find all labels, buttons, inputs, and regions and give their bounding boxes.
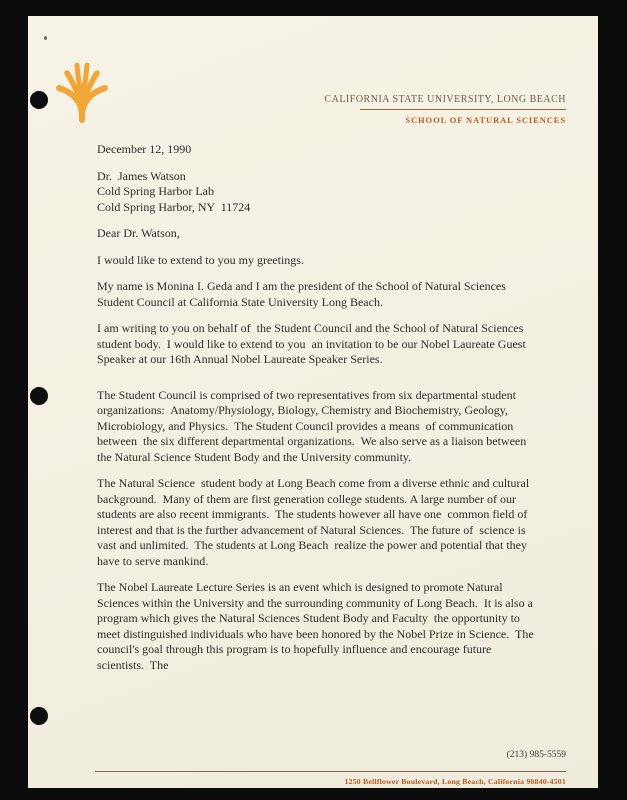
letterhead-rule xyxy=(360,109,566,110)
hole-punch-middle xyxy=(30,387,48,405)
footer-rule xyxy=(95,771,566,772)
letter-paragraph: The Natural Science student body at Long Beach come from a diverse ethnic and cultural background. Many of them are first generation college students. A large number of our students are also recent immigrants. The students however all have one common field of interest and that is the further advancement of Natural Sciences. The future of science is vast and unlimited. The students at Long Beach realize the power and potential that they have to serve mankind. xyxy=(97,476,533,568)
letter-body xyxy=(97,142,539,684)
letter-date: December 12, 1990 xyxy=(97,142,192,156)
scan-speck xyxy=(44,36,47,40)
school-name: SCHOOL OF NATURAL SCIENCES xyxy=(405,115,566,125)
letterhead xyxy=(324,94,566,125)
letter-paragraph: The Nobel Laureate Lecture Series is an event which is designed to promote Natural Sciences within the University and the surrounding community of Long Beach. It is also a program which gives the Natural Sciences Student Body and Faculty the opportunity to meet distinguished individuals who have been honored by the Nobel Prize in Science. The council's goal through this program is to hopefully influence and encourage future scientists. The xyxy=(97,580,537,672)
recipient-address xyxy=(97,169,539,216)
recipient-line: Cold Spring Harbor Lab xyxy=(97,184,214,198)
hole-punch-top xyxy=(30,91,48,109)
recipient-line: Dr. James Watson xyxy=(97,168,186,183)
letter-paragraph: I am writing to you on behalf of the Student Council and the School of Natural Sciences student body. I would like to extend to you an invitation to be our Nobel Laureate Guest Speaker at our 16th Annual Nobel Laureate Speaker Series. xyxy=(97,321,529,366)
phone-number: (213) 985-5559 xyxy=(506,750,566,760)
letter-page xyxy=(28,16,598,788)
university-name: CALIFORNIA STATE UNIVERSITY, LONG BEACH xyxy=(324,94,566,105)
csulb-fountain-logo xyxy=(52,58,112,124)
footer-address: 1250 Bellflower Boulevard, Long Beach, California 90840-4501 xyxy=(344,777,566,786)
salutation: Dear Dr. Watson, xyxy=(97,226,180,240)
hole-punch-bottom xyxy=(30,707,48,725)
letter-paragraph: The Student Council is comprised of two representatives from six departmental student organizations: Anatomy/Physiology, Biology, Chemistry and Biochemistry, Geology, Microbiology, and Physics. The Student Council provides a means of communication between the six different departmental organizations. We also serve as a liaison between the Natural Science Student Body and the University community. xyxy=(97,387,530,464)
letter-paragraph: I would like to extend to you my greetings. xyxy=(97,252,304,267)
recipient-line: Cold Spring Harbor, NY 11724 xyxy=(97,199,251,214)
letter-paragraph: My name is Monina I. Geda and I am the president of the School of Natural Sciences Student Council at California State University Long Beach. xyxy=(97,279,509,309)
